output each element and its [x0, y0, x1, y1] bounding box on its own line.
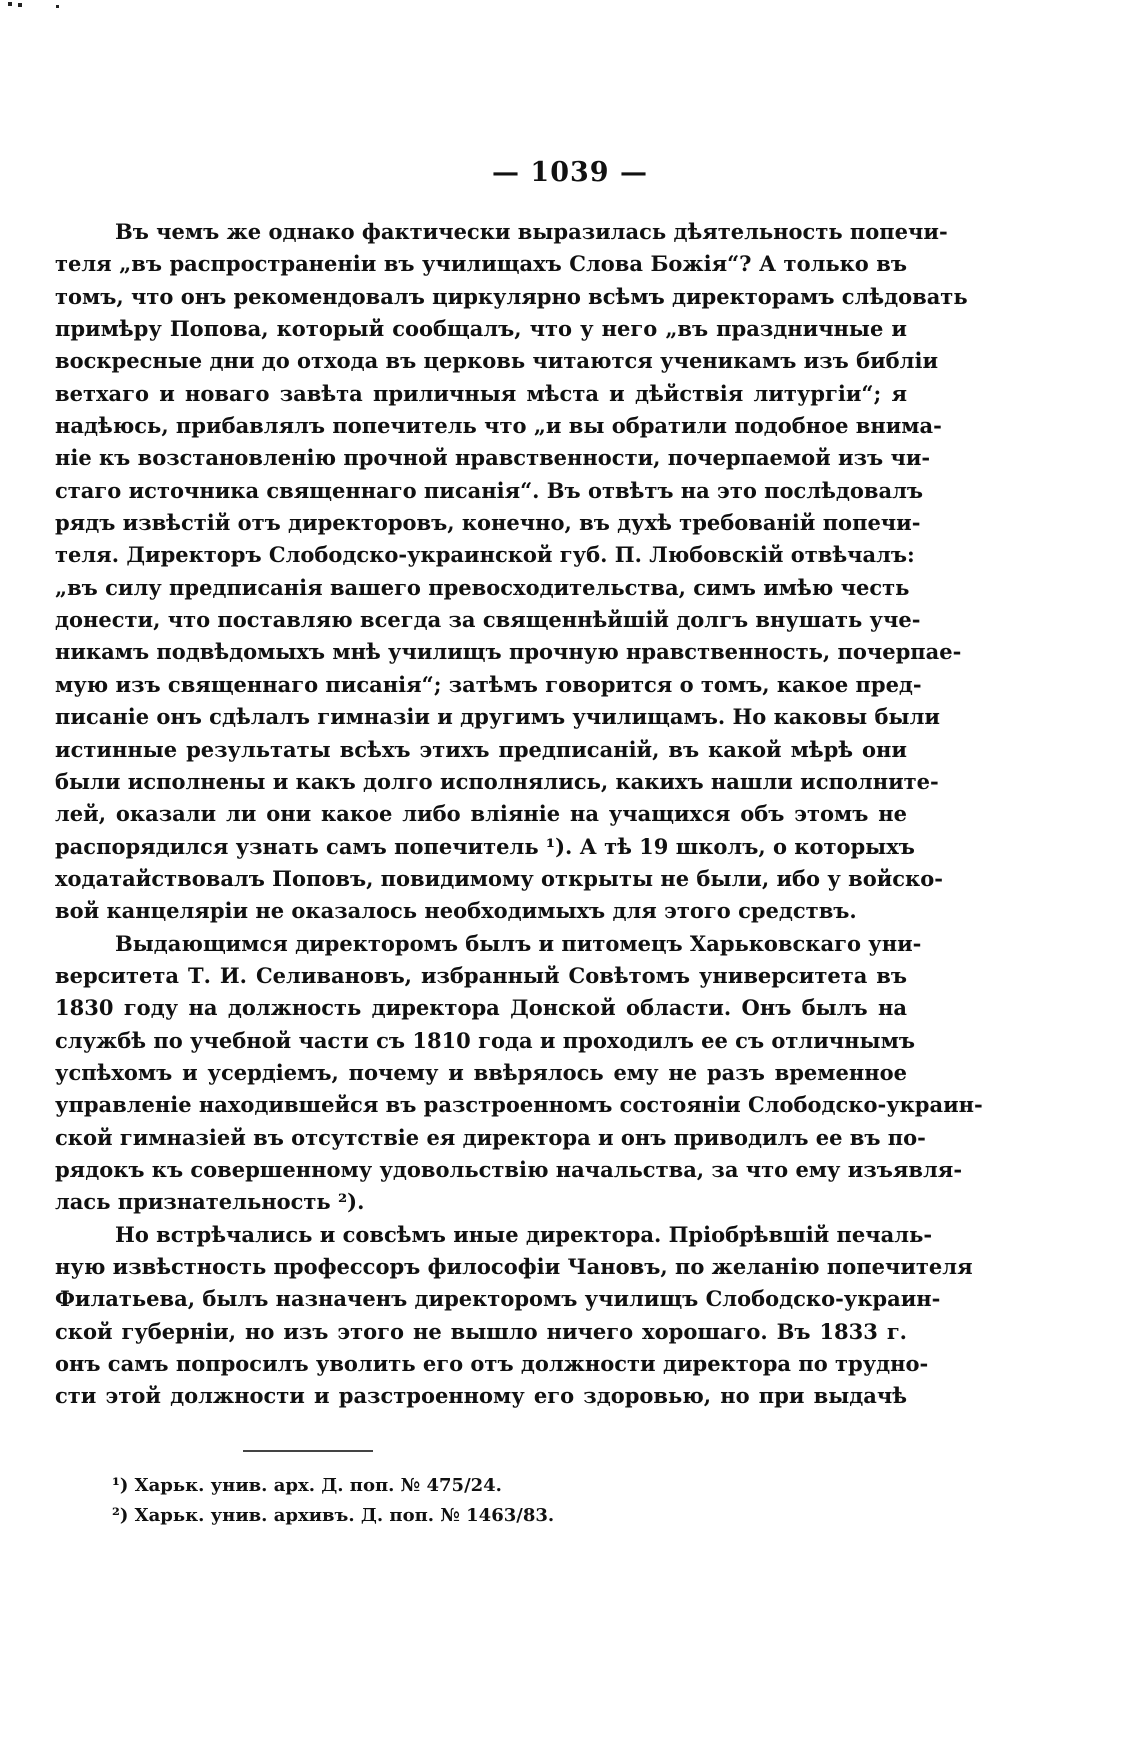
footnote-separator [243, 1450, 373, 1452]
text-line: стаго источника священнаго писанія“. Въ отвѣтъ на это послѣдовалъ [55, 477, 924, 503]
text-line: лась признательность ²). [55, 1189, 365, 1215]
text-line: теля. Директоръ Слободско-украинской губ. П. Любовскій отвѣчалъ: [55, 542, 915, 568]
text-line: успѣхомъ и усердіемъ, почему и ввѣрялось ему не разъ временное [55, 1059, 907, 1085]
scan-speck [56, 5, 59, 8]
text-line: распорядился узнать самъ попечитель ¹). А тѣ 19 школъ, о которыхъ [55, 833, 915, 859]
text-line: Но встрѣчались и совсѣмъ иные директора. Пріобрѣвшій печаль- [115, 1221, 933, 1247]
text-line: теля „въ распространеніи въ училищахъ Слова Божія“? А только въ [55, 251, 907, 277]
text-line: никамъ подвѣдомыхъ мнѣ училищъ прочную нравственность, почерпае- [55, 639, 962, 665]
text-line: Выдающимся директоромъ былъ и питомецъ Харьковскаго уни- [115, 930, 922, 956]
text-line: донести, что поставляю всегда за священнѣйшій долгъ внушать уче- [55, 607, 921, 633]
text-line: вой канцеляріи не оказалось необходимыхъ для этого средствъ. [55, 898, 857, 924]
text-line: истинные результаты всѣхъ этихъ предписаній, въ какой мѣрѣ они [55, 736, 907, 762]
text-line: писаніе онъ сдѣлалъ гимназіи и другимъ училищамъ. Но каковы были [55, 704, 940, 730]
text-line: службѣ по учебной части съ 1810 года и проходилъ ее съ отличнымъ [55, 1027, 915, 1053]
paragraph-3 [55, 1219, 973, 1413]
text-line: ветхаго и новаго завѣта приличныя мѣста и дѣйствія литургіи“; я [55, 380, 907, 406]
text-line: мую изъ священнаго писанія“; затѣмъ говорится о томъ, какое пред- [55, 671, 922, 697]
body-text [55, 216, 983, 1413]
text-line: были исполнены и какъ долго исполнялись, какихъ нашли исполните- [55, 768, 939, 794]
paragraph-1 [55, 216, 968, 928]
footnote-2: ²) Харьк. унив. архивъ. Д. поп. № 1463/83. [112, 1505, 555, 1526]
text-line: Въ чемъ же однако фактически выразилась дѣятельность попечи- [115, 219, 948, 244]
text-line: „въ силу предписанія вашего превосходительства, симъ имѣю честь [55, 574, 910, 600]
text-line: управленіе находившейся въ разстроенномъ состояніи Слободско-украин- [55, 1092, 983, 1118]
text-line: сти этой должности и разстроенному его здоровью, но при выдачѣ [55, 1383, 907, 1409]
text-line: ную извѣстность профессоръ философіи Чановъ, по желанію попечителя [55, 1254, 973, 1279]
scan-speck [8, 2, 12, 6]
footnotes [112, 1471, 812, 1531]
text-line: ской гимназіей въ отсутствіе ея директора и онъ приводилъ ее въ по- [55, 1124, 926, 1150]
text-line: ходатайствовалъ Поповъ, повидимому открыты не были, ибо у войско- [55, 865, 943, 891]
text-line: лей, оказали ли они какое либо вліяніе на учащихся объ этомъ не [55, 801, 907, 827]
scan-speck [18, 3, 22, 7]
text-line: верситета Т. И. Селивановъ, избранный Совѣтомъ университета въ [55, 962, 907, 988]
text-line: томъ, что онъ рекомендовалъ циркулярно всѣмъ директорамъ слѣдовать [55, 283, 968, 309]
text-line: 1830 году на должность директора Донской области. Онъ былъ на [55, 995, 907, 1021]
text-line: онъ самъ попросилъ уволить его отъ должности директора по трудно- [55, 1351, 929, 1377]
text-line: воскресные дни до отхода въ церковь читаются ученикамъ изъ библіи [55, 348, 939, 374]
page-number: — 1039 — [492, 157, 648, 188]
text-line: ніе къ возстановленію прочной нравственности, почерпаемой изъ чи- [55, 445, 931, 471]
footnote-1: ¹) Харьк. унив. арх. Д. поп. № 475/24. [112, 1475, 502, 1496]
text-line: рядокъ къ совершенному удовольствію начальства, за что ему изъявля- [55, 1156, 963, 1182]
text-line: Филатьева, былъ назначенъ директоромъ училищъ Слободско-украин- [55, 1286, 941, 1312]
paragraph-2 [55, 928, 983, 1219]
text-line: ской губерніи, но изъ этого не вышло ничего хорошаго. Въ 1833 г. [55, 1318, 907, 1344]
text-line: надѣюсь, прибавлялъ попечитель что „и вы обратили подобное внима- [55, 413, 942, 439]
text-line: рядъ извѣстій отъ директоровъ, конечно, въ духѣ требованій попечи- [55, 510, 921, 536]
text-line: примѣру Попова, который сообщалъ, что у него „въ праздничные и [55, 316, 907, 342]
